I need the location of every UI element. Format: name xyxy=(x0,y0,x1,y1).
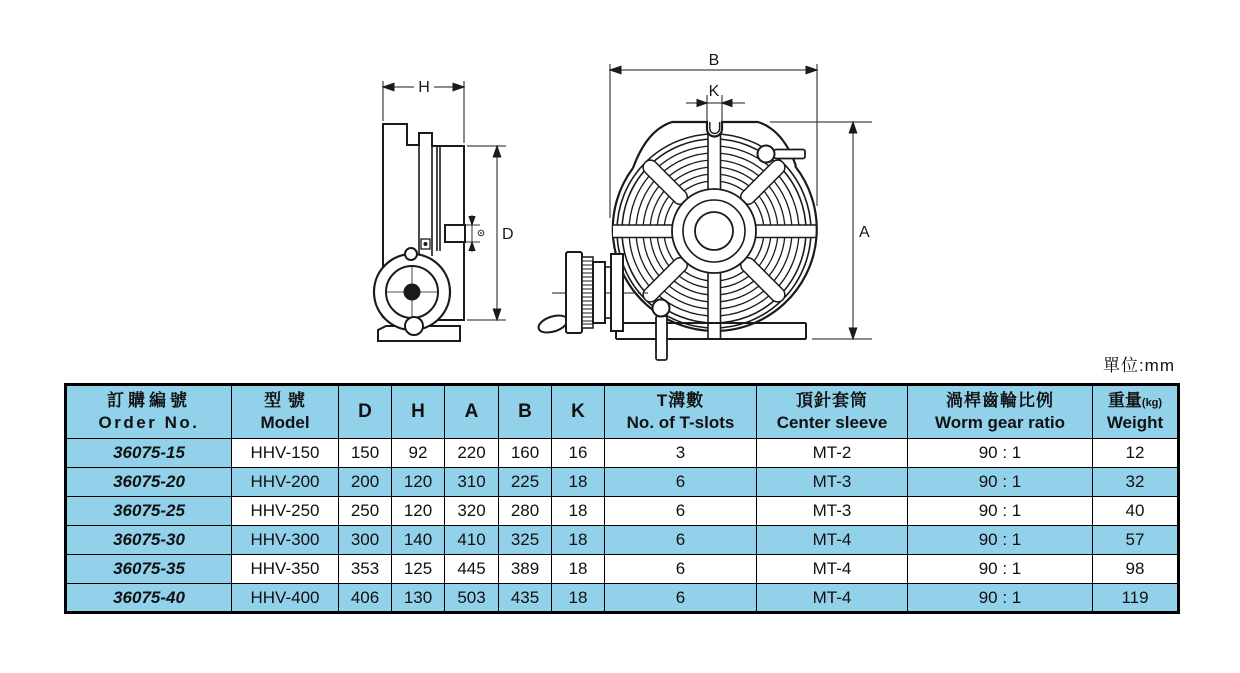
table-row xyxy=(66,497,1179,526)
col-header-d: D xyxy=(339,385,392,439)
cell-k: 18 xyxy=(552,497,605,526)
cell-center-sleeve: MT-4 xyxy=(757,555,908,584)
cell-a: 445 xyxy=(445,555,499,584)
cell-d: 200 xyxy=(339,468,392,497)
cell-h: 92 xyxy=(392,439,445,468)
cell-k: 18 xyxy=(552,526,605,555)
side-handwheel xyxy=(374,248,450,335)
cell-d: 353 xyxy=(339,555,392,584)
cell-h: 125 xyxy=(392,555,445,584)
cell-center-sleeve: MT-3 xyxy=(757,497,908,526)
col-header-center-sleeve: 頂針套筒 Center sleeve xyxy=(757,385,908,439)
cell-d: 150 xyxy=(339,439,392,468)
cell-model: HHV-200 xyxy=(232,468,339,497)
cell-t-slots: 6 xyxy=(605,497,757,526)
center-hub xyxy=(672,189,756,273)
cell-t-slots: 3 xyxy=(605,439,757,468)
cell-model: HHV-250 xyxy=(232,497,339,526)
cell-t-slots: 6 xyxy=(605,526,757,555)
cell-k: 18 xyxy=(552,468,605,497)
cell-t-slots: 6 xyxy=(605,468,757,497)
dimension-k xyxy=(686,83,745,121)
cell-worm-gear-ratio: 90 : 1 xyxy=(908,584,1093,613)
front-view-drawing xyxy=(536,52,872,360)
cell-worm-gear-ratio: 90 : 1 xyxy=(908,526,1093,555)
cell-weight: 40 xyxy=(1093,497,1179,526)
cell-h: 120 xyxy=(392,468,445,497)
cell-d: 406 xyxy=(339,584,392,613)
cell-order-no: 36075-30 xyxy=(66,526,232,555)
side-slot-block xyxy=(445,225,465,242)
cell-k: 18 xyxy=(552,555,605,584)
col-header-order-no: 訂購編號 Order No. xyxy=(66,385,232,439)
col-header-k: K xyxy=(552,385,605,439)
cell-b: 435 xyxy=(499,584,552,613)
cell-weight: 32 xyxy=(1093,468,1179,497)
cell-model: HHV-400 xyxy=(232,584,339,613)
side-view-drawing xyxy=(374,76,514,341)
dim-label-h: H xyxy=(418,79,430,96)
col-header-a: A xyxy=(445,385,499,439)
spec-table xyxy=(64,383,1180,614)
table-row xyxy=(66,439,1179,468)
mount-flange xyxy=(611,254,623,331)
cell-k: 16 xyxy=(552,439,605,468)
center-bore xyxy=(695,212,733,250)
clamp-lower-left xyxy=(653,300,670,361)
cell-a: 320 xyxy=(445,497,499,526)
col-header-weight: 重量(kg) Weight xyxy=(1093,385,1179,439)
dimension-slot-width xyxy=(465,215,484,252)
cell-order-no: 36075-35 xyxy=(66,555,232,584)
header-row xyxy=(66,385,1179,439)
col-header-worm-gear-ratio: 渦桿齒輪比例 Worm gear ratio xyxy=(908,385,1093,439)
col-header-b: B xyxy=(499,385,552,439)
cell-order-no: 36075-25 xyxy=(66,497,232,526)
cell-model: HHV-300 xyxy=(232,526,339,555)
cell-order-no: 36075-15 xyxy=(66,439,232,468)
cell-weight: 119 xyxy=(1093,584,1179,613)
cell-center-sleeve: MT-3 xyxy=(757,468,908,497)
table-row xyxy=(66,468,1179,497)
cell-k: 18 xyxy=(552,584,605,613)
side-handwheel-hub xyxy=(404,284,421,301)
crank-handle xyxy=(536,312,569,336)
cell-b: 225 xyxy=(499,468,552,497)
handwheel-disc xyxy=(566,252,582,333)
unit-label: 單位:mm xyxy=(1102,356,1175,375)
cell-center-sleeve: MT-2 xyxy=(757,439,908,468)
dim-label-d: D xyxy=(502,226,514,243)
cell-a: 503 xyxy=(445,584,499,613)
cell-h: 130 xyxy=(392,584,445,613)
cell-worm-gear-ratio: 90 : 1 xyxy=(908,439,1093,468)
cell-h: 140 xyxy=(392,526,445,555)
table-row xyxy=(66,584,1179,613)
dimension-d xyxy=(467,146,514,320)
cell-d: 300 xyxy=(339,526,392,555)
col-header-model: 型 號 Model xyxy=(232,385,339,439)
cell-b: 280 xyxy=(499,497,552,526)
cell-order-no: 36075-40 xyxy=(66,584,232,613)
col-header-t-slots: T溝數 No. of T-slots xyxy=(605,385,757,439)
cell-b: 389 xyxy=(499,555,552,584)
cell-weight: 57 xyxy=(1093,526,1179,555)
cell-a: 220 xyxy=(445,439,499,468)
cell-b: 160 xyxy=(499,439,552,468)
cell-b: 325 xyxy=(499,526,552,555)
cell-d: 250 xyxy=(339,497,392,526)
cell-a: 310 xyxy=(445,468,499,497)
dim-label-a: A xyxy=(859,224,870,241)
table-row xyxy=(66,526,1179,555)
cell-worm-gear-ratio: 90 : 1 xyxy=(908,497,1093,526)
cell-worm-gear-ratio: 90 : 1 xyxy=(908,555,1093,584)
cell-a: 410 xyxy=(445,526,499,555)
col-header-h: H xyxy=(392,385,445,439)
dim-label-b: B xyxy=(708,52,720,69)
cell-h: 120 xyxy=(392,497,445,526)
cell-worm-gear-ratio: 90 : 1 xyxy=(908,468,1093,497)
cell-weight: 98 xyxy=(1093,555,1179,584)
cell-center-sleeve: MT-4 xyxy=(757,584,908,613)
cell-weight: 12 xyxy=(1093,439,1179,468)
cell-center-sleeve: MT-4 xyxy=(757,526,908,555)
cell-t-slots: 6 xyxy=(605,555,757,584)
dim-label-k: K xyxy=(708,83,720,100)
side-bottom-knob xyxy=(405,317,423,335)
side-top-knob xyxy=(405,248,417,260)
cell-model: HHV-350 xyxy=(232,555,339,584)
cell-t-slots: 6 xyxy=(605,584,757,613)
cell-model: HHV-150 xyxy=(232,439,339,468)
side-body-inner-lines xyxy=(419,145,440,256)
table-row xyxy=(66,555,1179,584)
cell-order-no: 36075-20 xyxy=(66,468,232,497)
